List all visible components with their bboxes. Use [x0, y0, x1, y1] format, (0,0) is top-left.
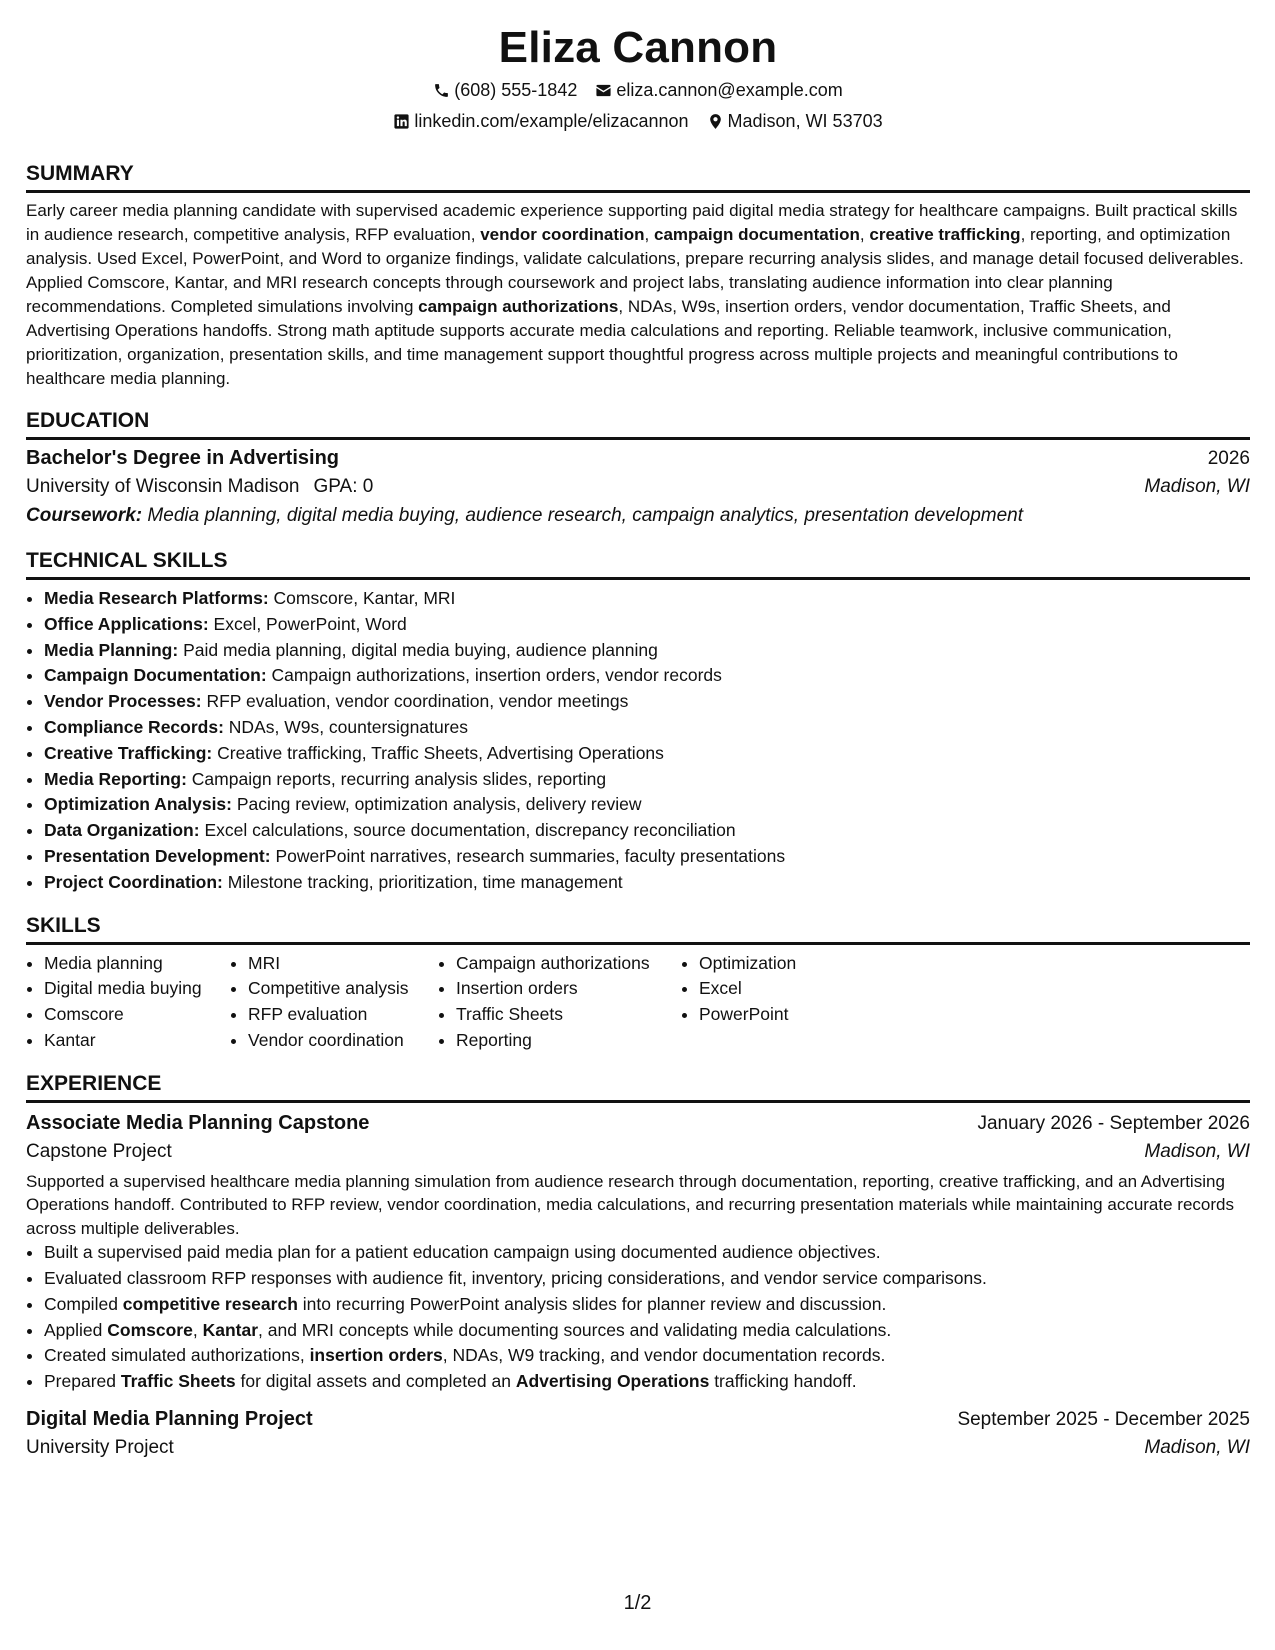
skill-text: Pacing review, optimization analysis, delivery review: [236, 794, 642, 815]
summary-bold-3: creative trafficking: [869, 225, 1021, 244]
education-heading: EDUCATION: [26, 409, 1250, 440]
list-item: • Media planning: [44, 951, 230, 977]
bullet-text: trafficking handoff.: [709, 1371, 857, 1392]
job-org: Capstone Project: [26, 1140, 172, 1162]
school-line: [26, 473, 373, 501]
education-section: [26, 409, 1250, 531]
bullet-text: Created simulated authorizations,: [44, 1345, 310, 1366]
email-contact: [595, 79, 842, 101]
contact-row-2: [26, 110, 1250, 132]
experience-entry: [26, 1405, 1250, 1462]
phone-number: (608) 555-1842: [454, 80, 578, 100]
skill-label: Media Research Platforms:: [44, 588, 269, 608]
list-item: • PowerPoint: [699, 1002, 899, 1028]
bullet-bold: Comscore: [107, 1319, 193, 1340]
list-item: [44, 741, 1250, 767]
resume-page: [26, 0, 1250, 1462]
bullet-bold: competitive research: [122, 1293, 298, 1314]
bullet-bold: Kantar: [202, 1319, 259, 1340]
skill-label: Presentation Development:: [44, 845, 271, 866]
linkedin-url[interactable]: linkedin.com/example/elizacannon: [414, 111, 689, 131]
linkedin-contact: [393, 110, 688, 132]
summary-text-5: , NDAs, W9s, insertion orders, vendor documentation, Traffic Sheets, and Advertising Operations handoffs. Strong math aptitude supports accurate media calculations and reporting. Reliable teamwork, inclusive communication, prioritization, organization, presentation skills, and time management support thoughtful progress across multiple projects and meaningful contributions to healthcare media planning.: [26, 297, 1178, 388]
page-number: 1/2: [623, 1592, 652, 1614]
list-item: • MRI: [248, 951, 438, 977]
skill-text: NDAs, W9s, countersignatures: [228, 716, 469, 737]
skill-text: PowerPoint narratives, research summaries, faculty presentations: [275, 845, 786, 866]
job-location: Madison, WI: [1144, 1437, 1250, 1459]
skill-text: Comscore, Kantar, MRI: [273, 588, 456, 608]
list-item: [44, 586, 1250, 612]
list-item: [44, 1292, 1250, 1318]
job-description: Supported a supervised healthcare media planning simulation from audience research through documentation, reporting, creative trafficking, and an Advertising Operations handoff. Contributed to RFP review, vendor coordination, media calculations, and recurring presentation materials while maintaining accurate records across multiple deliverables.: [26, 1171, 1234, 1238]
skill-label: Office Applications:: [44, 613, 209, 634]
summary-bold-2: campaign documentation: [654, 225, 860, 244]
list-item: [44, 663, 1250, 689]
list-item: [44, 1369, 1250, 1395]
bullet-text: Compiled: [44, 1293, 123, 1314]
list-item: • Excel: [699, 976, 899, 1002]
list-item: • Optimization: [699, 951, 899, 977]
education-school-row: [26, 473, 1250, 501]
list-item: • Reporting: [456, 1028, 681, 1054]
experience-entry: [26, 1109, 1250, 1395]
contact-row-1: [26, 79, 1250, 101]
list-item: • Competitive analysis: [248, 976, 438, 1002]
skill-label: Campaign Documentation:: [44, 665, 267, 686]
skill-label: Optimization Analysis:: [44, 794, 232, 815]
skill-label: Media Reporting:: [44, 768, 187, 789]
list-item: [44, 767, 1250, 793]
skills-column-4: [681, 951, 899, 1054]
location-text: Madison, WI 53703: [727, 111, 883, 131]
bullet-text: , and MRI concepts while documenting sources and validating media calculations.: [258, 1319, 892, 1340]
summary-text-4: , reporting, and optimization analysis. Used Excel, PowerPoint, and Word to organize findings, validate calculations, prepare recurring analysis slides, and manage detail focused deliverables. Applied Comscore, Kantar, and MRI research concepts through coursework and project labs, translating audience information into clear planning recommendations. Completed simulations involving: [26, 225, 1244, 316]
list-item: • Insertion orders: [456, 976, 681, 1002]
education-degree-row: [26, 444, 1250, 473]
skill-text: Creative trafficking, Traffic Sheets, Advertising Operations: [217, 742, 664, 763]
experience-org-row: [26, 1138, 1250, 1166]
summary-bold-1: vendor coordination: [480, 225, 645, 244]
bullet-text: into recurring PowerPoint analysis slides for planner review and discussion.: [297, 1293, 887, 1314]
school-location: Madison, WI: [1144, 476, 1250, 497]
job-location: Madison, WI: [1144, 1140, 1250, 1162]
skill-label: Media Planning:: [44, 639, 179, 660]
bullet-text: Built a supervised paid media plan for a patient education campaign using documented audience objectives.: [44, 1242, 881, 1263]
skill-text: Paid media planning, digital media buying, audience planning: [183, 639, 658, 660]
experience-org-row: [26, 1434, 1250, 1462]
list-item: • Traffic Sheets: [456, 1002, 681, 1028]
phone-contact: [433, 79, 577, 101]
bullet-text: , NDAs, W9 tracking, and vendor documentation records.: [442, 1345, 886, 1366]
experience-title-row: [26, 1405, 1250, 1434]
list-item: [44, 1266, 1250, 1292]
summary-paragraph: [26, 199, 1250, 391]
skills-heading: SKILLS: [26, 914, 1250, 945]
envelope-icon: [595, 82, 612, 99]
skill-label: Project Coordination:: [44, 871, 223, 892]
skill-label: Vendor Processes:: [44, 691, 202, 712]
skills-grid: [26, 951, 1250, 1054]
bullet-bold: Traffic Sheets: [120, 1371, 236, 1392]
summary-section: [26, 162, 1250, 391]
experience-heading: EXPERIENCE: [26, 1072, 1250, 1103]
coursework-text: Media planning, digital media buying, audience research, campaign analytics, presentation development: [147, 505, 1024, 526]
linkedin-icon: [393, 113, 410, 130]
phone-icon: [433, 82, 450, 99]
list-item: • Campaign authorizations: [456, 951, 681, 977]
job-dates: January 2026 - September 2026: [977, 1112, 1250, 1134]
bullet-text: Prepared: [44, 1371, 121, 1392]
job-title: Associate Media Planning Capstone: [26, 1111, 370, 1134]
job-bullets: [26, 1240, 1250, 1395]
list-item: [44, 792, 1250, 818]
gpa: GPA: 0: [313, 476, 374, 497]
list-item: • Kantar: [44, 1028, 230, 1054]
summary-text-2: ,: [644, 225, 654, 244]
list-item: [44, 870, 1250, 896]
list-item: [44, 1343, 1250, 1369]
summary-text-1: Early career media planning candidate with supervised academic experience supporting paid digital media strategy for healthcare campaigns. Built practical skills in audience research, competitive analysis, RFP evaluation,: [26, 201, 1238, 244]
summary-heading: SUMMARY: [26, 162, 1250, 193]
skill-text: Excel calculations, source documentation, discrepancy reconciliation: [204, 820, 736, 841]
technical-skills-list: [26, 586, 1250, 896]
list-item: [44, 844, 1250, 870]
list-item: [44, 1318, 1250, 1344]
list-item: • Digital media buying: [44, 976, 230, 1002]
list-item: [44, 612, 1250, 638]
skill-text: Campaign authorizations, insertion orders, vendor records: [271, 665, 722, 686]
list-item: • Vendor coordination: [248, 1028, 438, 1054]
list-item: • RFP evaluation: [248, 1002, 438, 1028]
bullet-bold: insertion orders: [309, 1345, 443, 1366]
skills-column-3: [438, 951, 681, 1054]
school-name: University of Wisconsin Madison: [26, 476, 300, 497]
degree-title: Bachelor's Degree in Advertising: [26, 447, 339, 469]
technical-skills-heading: TECHNICAL SKILLS: [26, 549, 1250, 580]
experience-title-row: [26, 1109, 1250, 1138]
map-pin-icon: [707, 113, 724, 130]
list-item: [44, 638, 1250, 664]
skill-text: RFP evaluation, vendor coordination, vendor meetings: [206, 691, 629, 712]
email-address[interactable]: eliza.cannon@example.com: [616, 80, 843, 100]
skill-text: Milestone tracking, prioritization, time management: [227, 871, 623, 892]
bullet-text: ,: [192, 1319, 203, 1340]
list-item: [44, 818, 1250, 844]
bullet-bold: Advertising Operations: [515, 1371, 710, 1392]
skill-label: Data Organization:: [44, 820, 200, 841]
skill-text: Campaign reports, recurring analysis slides, reporting: [191, 768, 607, 789]
candidate-name: Eliza Cannon: [498, 23, 778, 72]
coursework-line: [26, 501, 1250, 531]
list-item: [44, 689, 1250, 715]
list-item: [44, 1240, 1250, 1266]
skills-column-1: [26, 951, 230, 1054]
skill-label: Creative Trafficking:: [44, 742, 213, 763]
skills-column-2: [230, 951, 438, 1054]
bullet-text: for digital assets and completed an: [235, 1371, 516, 1392]
job-title: Digital Media Planning Project: [26, 1408, 313, 1431]
graduation-year: 2026: [1207, 448, 1250, 469]
job-dates: September 2025 - December 2025: [957, 1409, 1250, 1431]
coursework-label: Coursework:: [26, 505, 143, 526]
skills-section: [26, 914, 1250, 1054]
job-org: University Project: [26, 1437, 174, 1459]
summary-bold-4: campaign authorizations: [418, 297, 619, 316]
location-contact: [707, 110, 883, 132]
list-item: • Comscore: [44, 1002, 230, 1028]
bullet-text: Applied: [44, 1319, 108, 1340]
bullet-text: Evaluated classroom RFP responses with audience fit, inventory, pricing considerations, and vendor service comparisons.: [44, 1268, 987, 1289]
skill-label: Compliance Records:: [44, 716, 224, 737]
list-item: [44, 715, 1250, 741]
summary-text-3: ,: [859, 225, 870, 244]
technical-skills-section: [26, 549, 1250, 896]
experience-section: [26, 1072, 1250, 1462]
skill-text: Excel, PowerPoint, Word: [213, 613, 407, 634]
